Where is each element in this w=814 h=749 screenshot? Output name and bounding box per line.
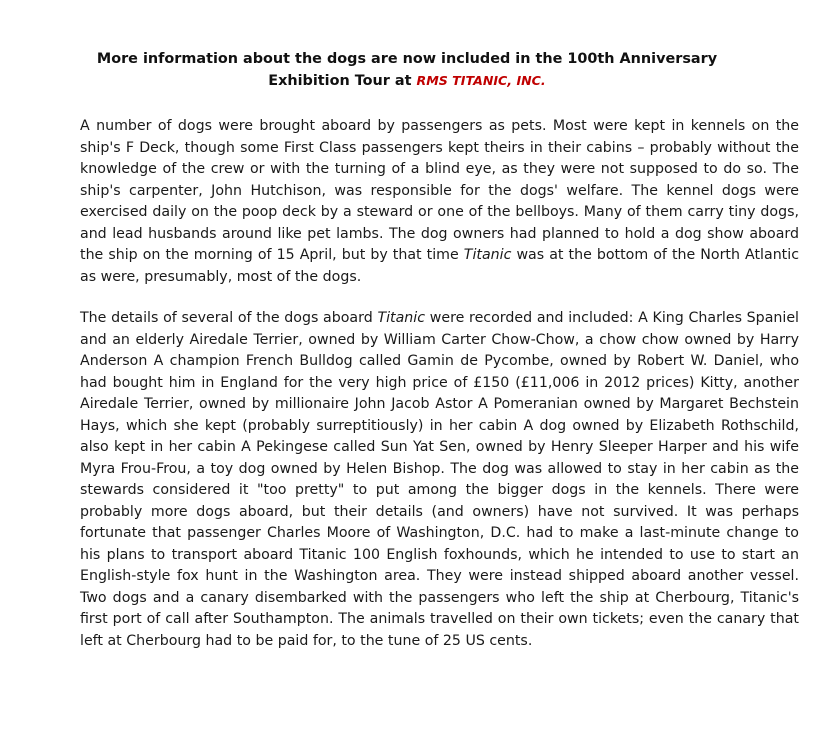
exhibition-note-line-1: More information about the dogs are now included in the 100th Anniversary [96, 51, 718, 67]
rms-titanic-link[interactable]: RMS TITANIC, INC. [416, 73, 546, 88]
paragraph-2-text-b: were recorded and included: A King Charles Spaniel and an elderly Airedale Terrier, owned by William Carter Chow-Chow, a chow chow owned by Harry Anderson A champion French Bulldog called Gamin de Pycombe, owned by Robert W. Daniel, who had bought him in England for the very high price of £150 (£11,006 in 2012 prices) Kitty, another Airedale Terrier, owned by millionaire John Jacob Astor A Pomeranian owned by Margaret Bechstein Hays, which she kept (probably surreptitiously) in her cabin A dog owned by Elizabeth Rothschild, also kept in her cabin A Pekingese called Sun Yat Sen, owned by Henry Sleeper Harper and his wife Myra Frou-Frou, a toy dog owned by Helen Bishop. The dog was allowed to stay in her cabin as the stewards considered it "too pretty" to put among the bigger dogs in the kennels. There were probably more dogs aboard, but their details (and owners) have not survived. It was perhaps fortunate that passenger Charles Moore of Washington, D.C. had to make a last-minute change to his plans to transport aboard Titanic 100 English foxhounds, which he intended to use to start an English-style fox hunt in the Washington area. They were instead shipped aboard another vessel. Two dogs and a canary disembarked with the passengers who left the ship at Cherbourg, Titanic's first port of call after Southampton. The animals travelled on their own tickets; even the canary that left at Cherbourg had to be paid for, to the tune of 25 US cents. [80, 310, 799, 649]
article-paragraph-2 [80, 308, 799, 652]
paragraph-1-text-b: was at the bottom of the North Atlantic as were, presumably, most of the dogs. [80, 247, 799, 285]
exhibition-note-line-2 [60, 70, 754, 92]
exhibition-note-heading [60, 49, 754, 92]
paragraph-2-text-a: The details of several of the dogs aboard [80, 310, 373, 326]
exhibition-note-line-2-text: Exhibition Tour at [268, 73, 412, 89]
dogs-article [80, 116, 799, 652]
article-paragraph-1 [80, 116, 799, 288]
paragraph-2-ship-name: Titanic [377, 310, 426, 326]
paragraph-1-text-a: A number of dogs were brought aboard by passengers as pets. Most were kept in kennels on the ship's F Deck, though some First Class passengers kept theirs in their cabins – probably without the knowledge of the crew or with the turning of a blind eye, as they were not supposed to do so. The ship's carpenter, John Hutchison, was responsible for the dogs' welfare. The kennel dogs were exercised daily on the poop deck by a steward or one of the bellboys. Many of them carry tiny dogs, and lead husbands around like pet lambs. The dog owners had planned to hold a dog show aboard the ship on the morning of 15 April, but by that time [80, 118, 799, 263]
paragraph-1-ship-name: Titanic [463, 247, 512, 263]
